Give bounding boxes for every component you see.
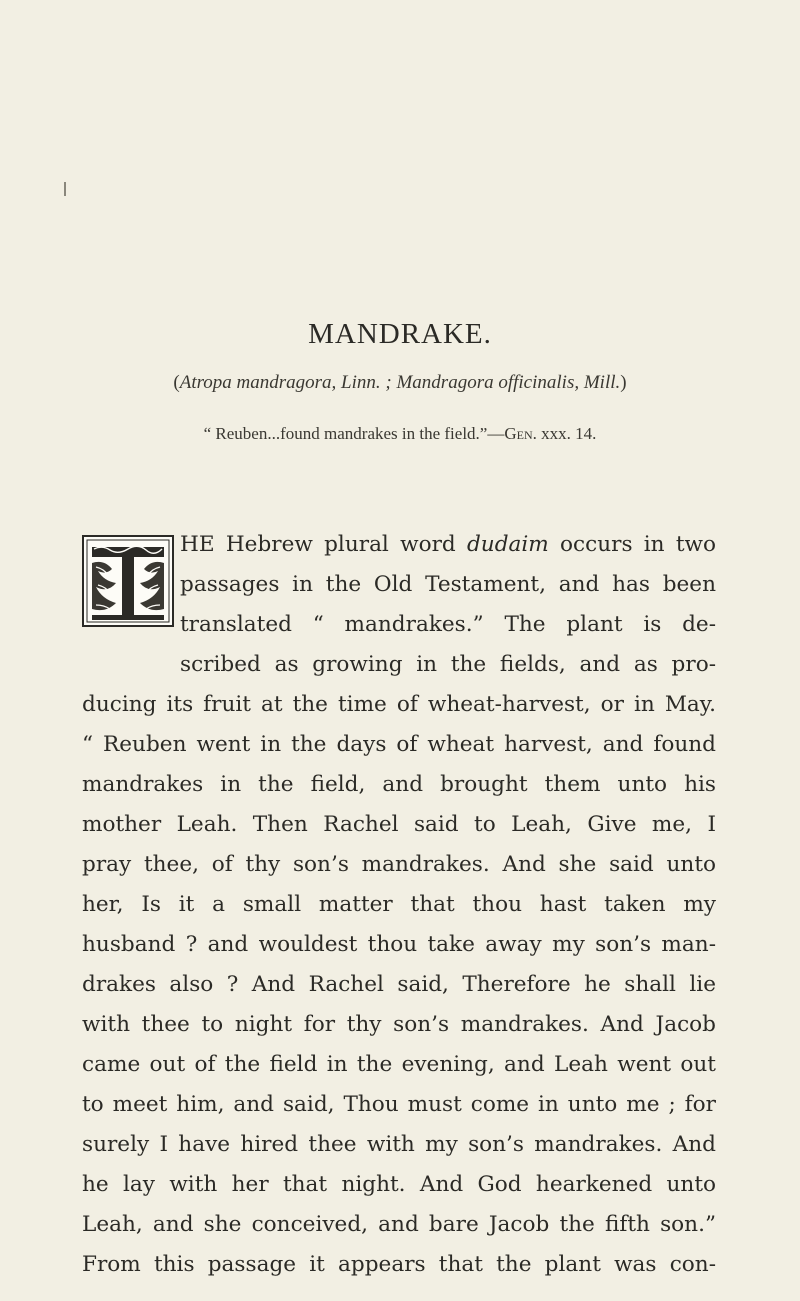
text-line-10: her, Is it a small matter that thou hast taken my <box>82 892 716 917</box>
epigraph-verse: xxx. 14. <box>536 424 597 443</box>
text-line-6: “ Reuben went in the days of wheat harvest, and found <box>82 732 716 757</box>
chapter-title: MANDRAKE. <box>308 318 492 350</box>
epigraph-quote: “ Reuben...found mandrakes in the field.”— <box>203 424 505 443</box>
botanical-names: (Atropa mandragora, Linn. ; Mandragora officinalis, Mill.) <box>173 372 627 393</box>
text-line-3: translated “ mandrakes.” The plant is de- <box>180 612 716 637</box>
text-line-16: surely I have hired thee with my son’s mandrakes. And <box>82 1132 716 1157</box>
epigraph <box>0 424 800 444</box>
text-line-15: to meet him, and said, Thou must come in unto me ; for <box>82 1092 716 1117</box>
text-line-4: scribed as growing in the fields, and as pro- <box>180 652 716 677</box>
text-line-18: Leah, and she conceived, and bare Jacob the fifth son.” <box>82 1212 716 1237</box>
body-paragraph <box>82 525 716 1285</box>
margin-mark <box>64 182 66 196</box>
text-line-19: From this passage it appears that the plant was con- <box>82 1252 716 1277</box>
text-line-8: mother Leah. Then Rachel said to Leah, Give me, I <box>82 812 716 837</box>
text-line-2: passages in the Old Testament, and has been <box>180 572 716 597</box>
text-line-5: ducing its fruit at the time of wheat-harvest, or in May. <box>82 692 716 717</box>
botanical-names-text: Atropa mandragora, Linn. ; Mandragora officinalis, Mill. <box>179 372 621 393</box>
text-line-14: came out of the field in the evening, and Leah went out <box>82 1052 716 1077</box>
text-line-1: HE Hebrew plural word dudaim occurs in two <box>180 532 716 557</box>
text-line-7: mandrakes in the field, and brought them unto his <box>82 772 716 797</box>
text-line-11: husband ? and wouldest thou take away my son’s man- <box>82 932 716 957</box>
epigraph-book: Gen. <box>504 424 537 443</box>
text-line-9: pray thee, of thy son’s mandrakes. And she said unto <box>82 852 716 877</box>
text-line-13: with thee to night for thy son’s mandrakes. And Jacob <box>82 1012 716 1037</box>
text-line-12: drakes also ? And Rachel said, Therefore he shall lie <box>82 972 716 997</box>
text-line-17: he lay with her that night. And God hearkened unto <box>82 1172 716 1197</box>
